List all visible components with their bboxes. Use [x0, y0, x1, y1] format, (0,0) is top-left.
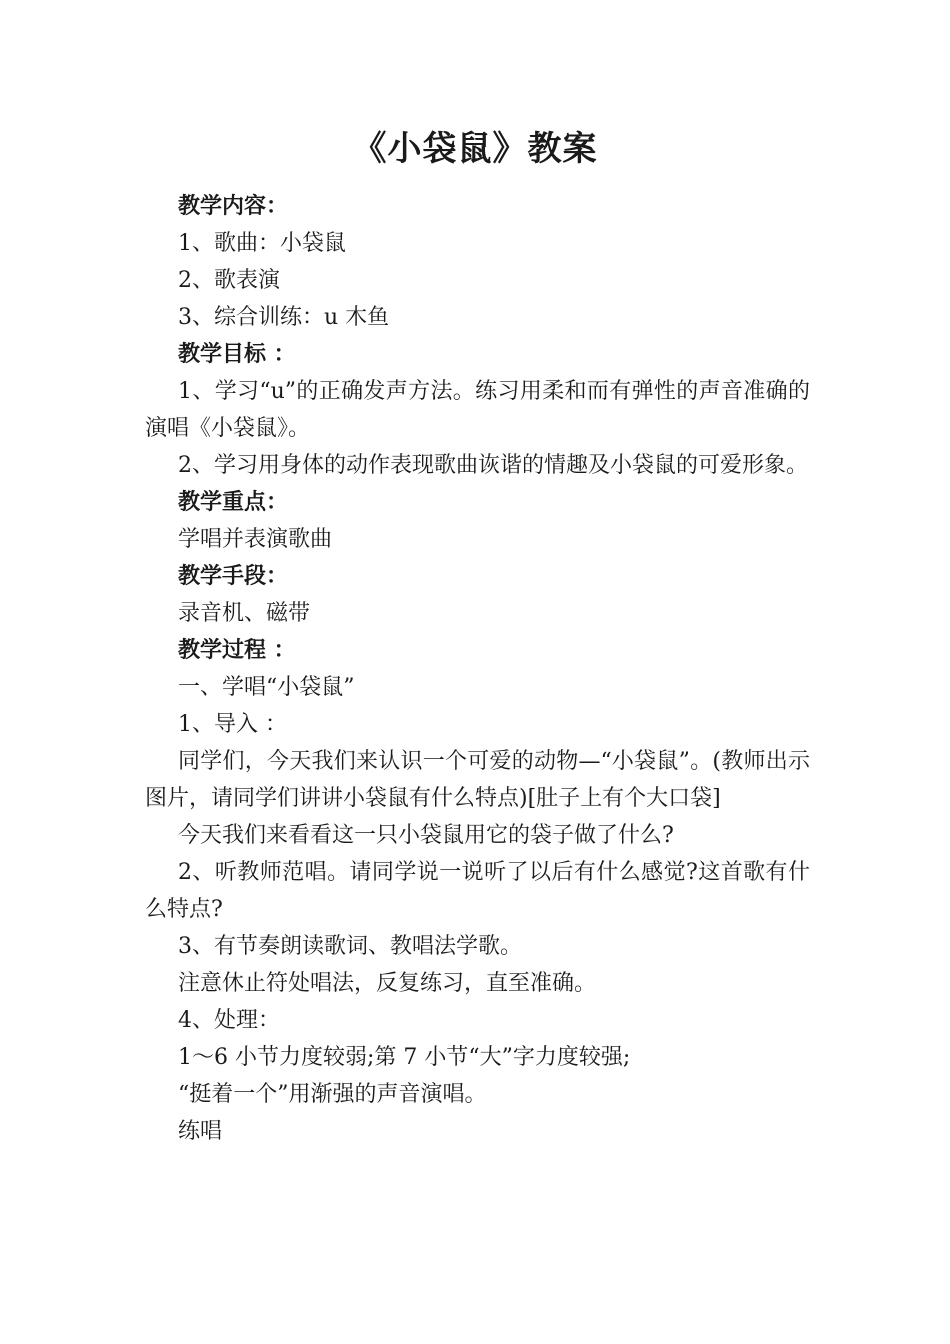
- paragraph: 2、学习用身体的动作表现歌曲诙谐的情趣及小袋鼠的可爱形象。: [178, 453, 808, 478]
- paragraph: 1、学习“u”的正确发声方法。练习用柔和而有弹性的声音准确的演唱《小袋鼠》。: [145, 379, 810, 441]
- paragraph: 练唱: [178, 1119, 223, 1144]
- heading-teaching-goals: 教学目标 ：: [178, 341, 296, 367]
- paragraph: 注意休止符处唱法，反复练习，直至准确。: [178, 971, 597, 996]
- paragraph: 2、歌表演: [178, 268, 280, 293]
- paragraph: 3、综合训练：u 木鱼: [178, 305, 390, 330]
- paragraph: 2、听教师范唱。请同学说一说听了以后有什么感觉?这首歌有什么特点?: [145, 860, 810, 922]
- paragraph: 学唱并表演歌曲: [178, 527, 333, 552]
- paragraph: 一、学唱“小袋鼠”: [178, 675, 355, 700]
- paragraph: 录音机、磁带: [178, 601, 311, 626]
- paragraph: “挺着一个”用渐强的声音演唱。: [178, 1082, 487, 1107]
- paragraph: 1、歌曲：小袋鼠: [178, 231, 346, 256]
- document-title: 《小袋鼠》教案: [352, 129, 598, 169]
- paragraph: 3、有节奏朗读歌词、教唱法学歌。: [178, 934, 522, 959]
- paragraph: 1、导入 ：: [178, 712, 287, 737]
- heading-teaching-process: 教学过程 ：: [178, 637, 296, 663]
- heading-key-points: 教学重点：: [178, 489, 289, 515]
- heading-teaching-means: 教学手段：: [178, 563, 289, 589]
- heading-teaching-content: 教学内容：: [178, 193, 289, 219]
- paragraph: 4、处理：: [178, 1008, 280, 1033]
- paragraph: 同学们，今天我们来认识一个可爱的动物—“小袋鼠”。(教师出示图片，请同学们讲讲小袋鼠有什么特点)[肚子上有个大口袋]: [145, 749, 810, 811]
- document-body: [145, 188, 810, 1150]
- paragraph: 1～6 小节力度较弱;第 7 小节“大”字力度较强;: [178, 1045, 631, 1070]
- paragraph: 今天我们来看看这一只小袋鼠用它的袋子做了什么?: [178, 823, 674, 848]
